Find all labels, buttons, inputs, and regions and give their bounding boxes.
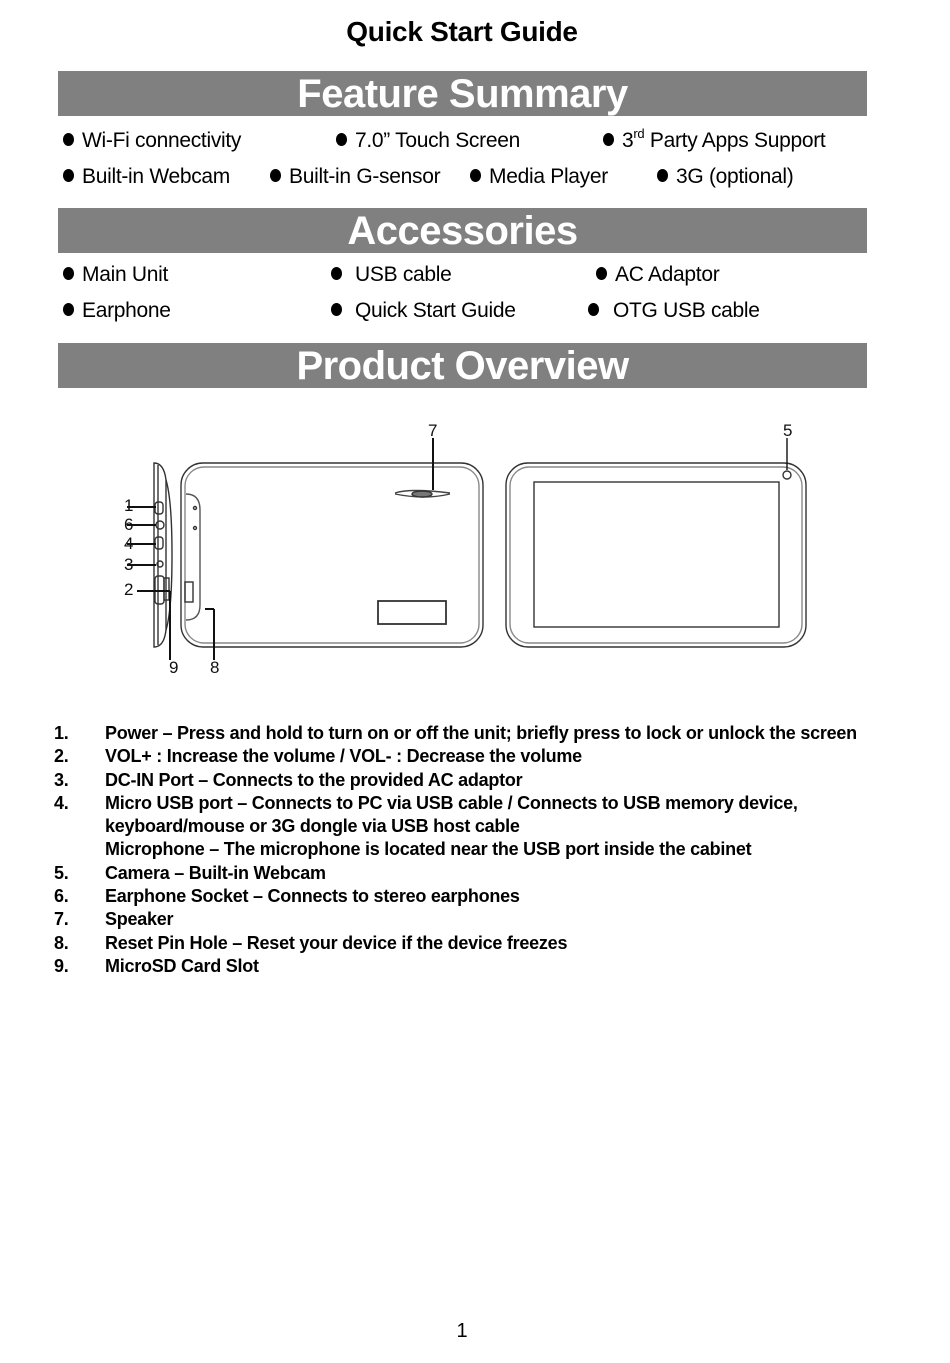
feature-item: 3rd Party Apps Support: [603, 129, 825, 153]
page-number: 1: [456, 1320, 468, 1342]
feature-row-2: [0, 165, 950, 193]
legend-item: 2. VOL+ : Increase the volume / VOL- : Decrease the volume: [54, 746, 582, 767]
callout-9: 9: [169, 658, 179, 677]
bullet-icon: [657, 169, 668, 182]
legend-item: 8. Reset Pin Hole – Reset your device if the device freezes: [54, 932, 568, 953]
callout-3: 3: [124, 555, 134, 574]
bullet-icon: [63, 303, 74, 316]
document-title: Quick Start Guide: [346, 16, 578, 47]
legend-item: 9. MicroSD Card Slot: [54, 955, 259, 976]
feature-summary-heading: Feature Summary: [58, 71, 867, 116]
accessory-item: Main Unit: [63, 263, 168, 287]
feature-item: Built-in Webcam: [63, 165, 230, 189]
bullet-icon: [603, 133, 614, 146]
tablet-diagram-icon: [110, 410, 830, 690]
legend-item: 4. Micro USB port – Connects to PC via USB cable / Connects to USB memory device,: [54, 792, 798, 813]
accessories-heading: Accessories: [58, 208, 867, 253]
bullet-icon: [596, 267, 607, 280]
bullet-icon: [270, 169, 281, 182]
feature-item: Built-in G-sensor: [270, 165, 440, 189]
callout-7: 7: [428, 421, 438, 440]
bullet-icon: [63, 169, 74, 182]
accessory-item: USB cable: [331, 263, 452, 287]
feature-item: Wi-Fi connectivity: [63, 129, 241, 153]
feature-row-1: [0, 126, 950, 157]
accessory-item: Quick Start Guide: [331, 299, 516, 323]
bullet-icon: [470, 169, 481, 182]
accessory-row-2: [0, 299, 950, 327]
component-legend: [0, 723, 950, 979]
accessory-item: Earphone: [63, 299, 171, 323]
bullet-icon: [331, 303, 342, 316]
feature-item: Media Player: [470, 165, 608, 189]
product-diagram: [110, 410, 830, 690]
callout-6: 6: [124, 515, 134, 534]
bullet-icon: [336, 133, 347, 146]
front-view: [506, 463, 806, 647]
callout-8: 8: [210, 658, 220, 677]
legend-item: 1. Power – Press and hold to turn on or off the unit; briefly press to lock or unlock the screen: [54, 723, 857, 743]
accessory-row-1: [0, 263, 950, 291]
bullet-icon: [331, 267, 342, 280]
bullet-icon: [63, 267, 74, 280]
product-overview-heading: Product Overview: [58, 343, 867, 388]
feature-item: 3G (optional): [657, 165, 794, 189]
legend-item: 6. Earphone Socket – Connects to stereo earphones: [54, 886, 520, 907]
legend-item: 5. Camera – Built-in Webcam: [54, 862, 326, 883]
accessory-item: OTG USB cable: [588, 299, 760, 323]
bullet-icon: [63, 133, 74, 146]
feature-item: 7.0” Touch Screen: [336, 129, 520, 153]
callout-4: 4: [124, 534, 134, 553]
legend-item-continuation: keyboard/mouse or 3G dongle via USB host cable: [105, 816, 520, 837]
legend-item: 3. DC-IN Port – Connects to the provided AC adaptor: [54, 769, 523, 790]
callout-5: 5: [783, 421, 793, 440]
callout-1: 1: [124, 496, 134, 515]
back-view: [181, 463, 483, 647]
bullet-icon: [588, 303, 599, 316]
accessory-item: AC Adaptor: [596, 263, 719, 287]
legend-item: 7. Speaker: [54, 909, 174, 930]
legend-item-continuation: Microphone – The microphone is located near the USB port inside the cabinet: [105, 839, 752, 860]
callout-2: 2: [124, 580, 134, 599]
